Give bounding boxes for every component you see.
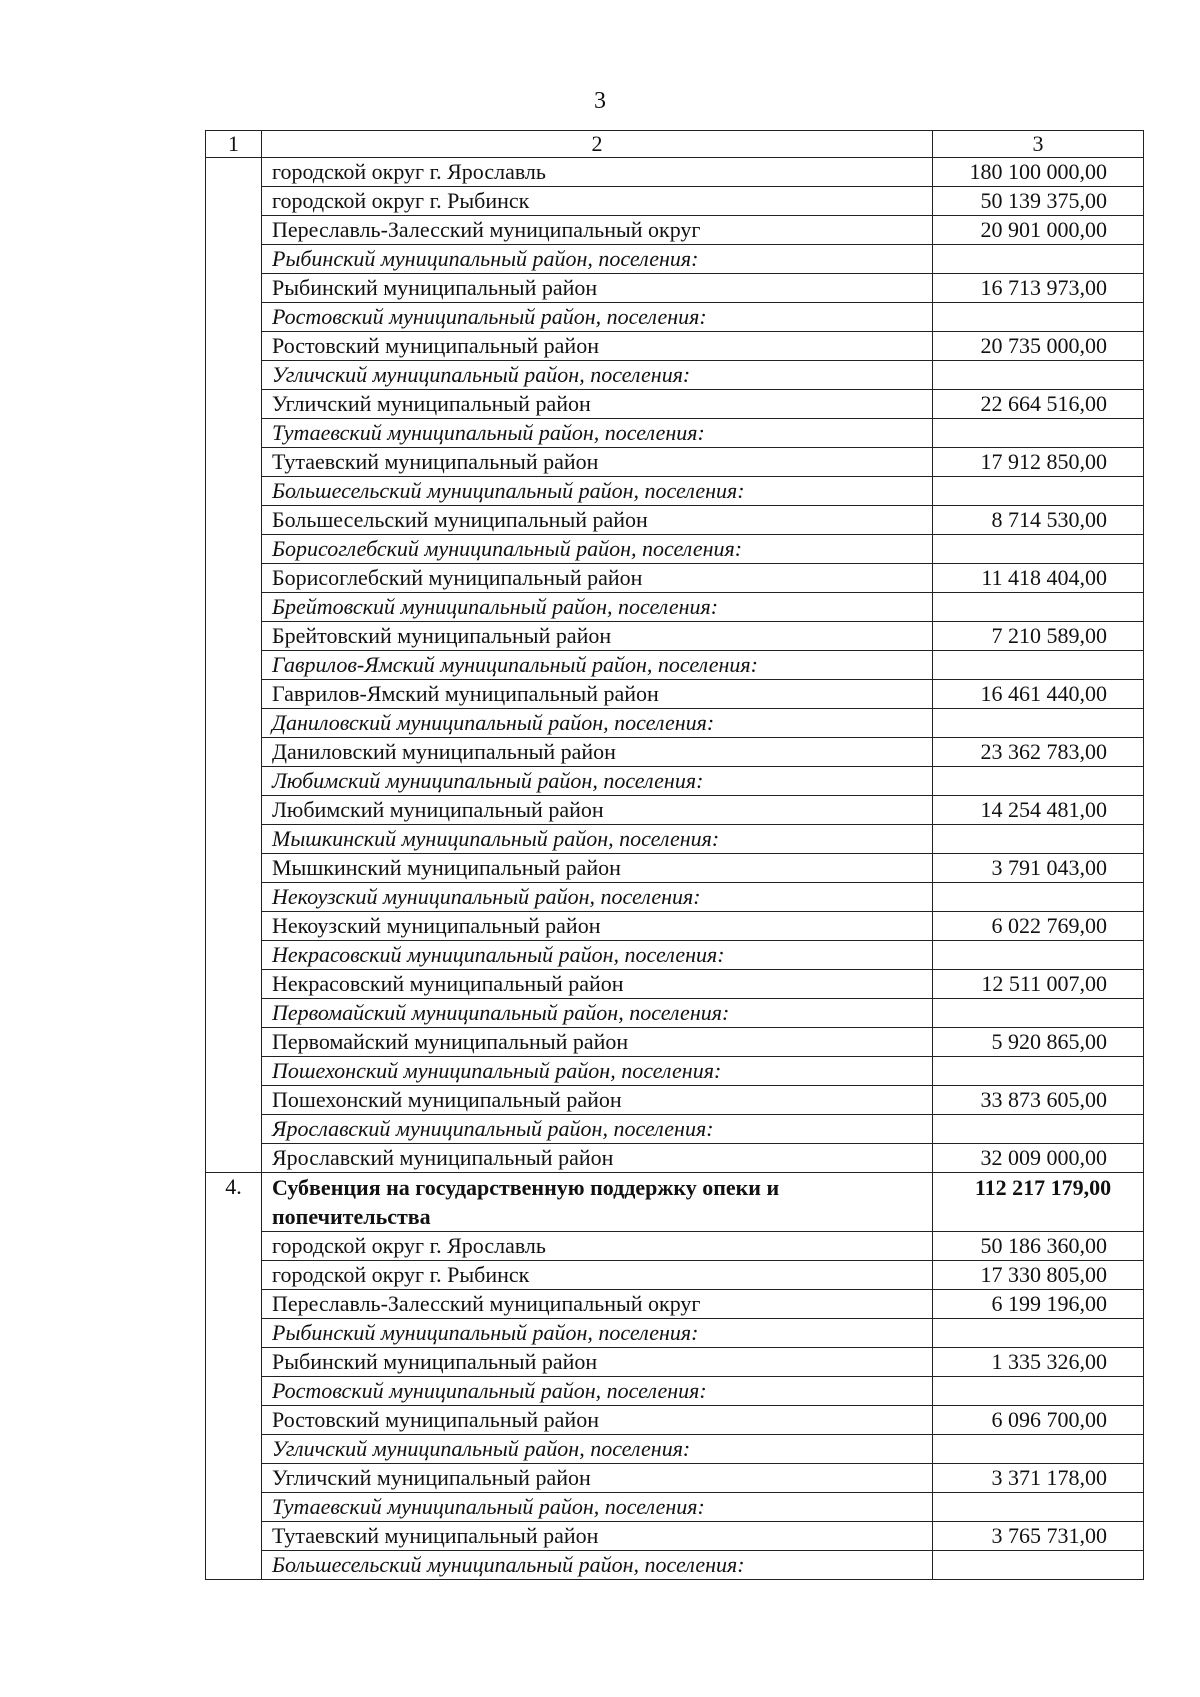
table-row bbox=[206, 622, 1144, 651]
row-index-cell bbox=[206, 593, 262, 622]
district-group-label: Угличский муниципальный район, поселения: bbox=[262, 1435, 933, 1464]
row-index-cell bbox=[206, 245, 262, 274]
amount-cell: 20 735 000,00 bbox=[933, 332, 1144, 361]
amount-cell bbox=[933, 1319, 1144, 1348]
district-group-label: Ростовский муниципальный район, поселения: bbox=[262, 1377, 933, 1406]
row-index-cell bbox=[206, 680, 262, 709]
table-row bbox=[206, 912, 1144, 941]
amount-cell bbox=[933, 361, 1144, 390]
row-index-cell bbox=[206, 332, 262, 361]
table-row bbox=[206, 970, 1144, 999]
page-number: 3 bbox=[594, 88, 606, 114]
table-row bbox=[206, 1086, 1144, 1115]
district-group-label: Некоузский муниципальный район, поселения: bbox=[262, 883, 933, 912]
row-index-cell bbox=[206, 796, 262, 825]
row-index-cell bbox=[206, 1232, 262, 1261]
table-row bbox=[206, 1319, 1144, 1348]
municipality-name: городской округ г. Рыбинск bbox=[262, 187, 933, 216]
row-index-cell bbox=[206, 1057, 262, 1086]
row-index-cell bbox=[206, 506, 262, 535]
row-index-cell bbox=[206, 1115, 262, 1144]
amount-cell bbox=[933, 303, 1144, 332]
municipality-name: Рыбинский муниципальный район bbox=[262, 1348, 933, 1377]
row-index-cell bbox=[206, 941, 262, 970]
row-index-cell bbox=[206, 709, 262, 738]
municipality-name: Некрасовский муниципальный район bbox=[262, 970, 933, 999]
amount-cell bbox=[933, 245, 1144, 274]
amount-cell bbox=[933, 1057, 1144, 1086]
table-row bbox=[206, 1406, 1144, 1435]
amount-cell: 7 210 589,00 bbox=[933, 622, 1144, 651]
amount-cell: 50 139 375,00 bbox=[933, 187, 1144, 216]
table-row bbox=[206, 361, 1144, 390]
table-row bbox=[206, 477, 1144, 506]
municipality-name: Переславль-Залесский муниципальный округ bbox=[262, 1290, 933, 1319]
row-index-cell bbox=[206, 158, 262, 187]
amount-cell: 50 186 360,00 bbox=[933, 1232, 1144, 1261]
budget-table bbox=[205, 130, 1144, 1580]
table-row bbox=[206, 738, 1144, 767]
row-index-cell bbox=[206, 854, 262, 883]
district-group-label: Ростовский муниципальный район, поселения: bbox=[262, 303, 933, 332]
amount-cell: 6 199 196,00 bbox=[933, 1290, 1144, 1319]
row-index-cell bbox=[206, 303, 262, 332]
municipality-name: Тутаевский муниципальный район bbox=[262, 1522, 933, 1551]
district-group-label: Даниловский муниципальный район, поселения: bbox=[262, 709, 933, 738]
amount-cell: 20 901 000,00 bbox=[933, 216, 1144, 245]
row-index-cell bbox=[206, 622, 262, 651]
district-group-label: Тутаевский муниципальный район, поселения: bbox=[262, 1493, 933, 1522]
amount-cell: 6 022 769,00 bbox=[933, 912, 1144, 941]
table-row bbox=[206, 883, 1144, 912]
district-group-label: Гаврилов-Ямский муниципальный район, поселения: bbox=[262, 651, 933, 680]
row-index-cell bbox=[206, 1028, 262, 1057]
municipality-name: Гаврилов-Ямский муниципальный район bbox=[262, 680, 933, 709]
row-index-cell bbox=[206, 361, 262, 390]
district-group-label: Брейтовский муниципальный район, поселения: bbox=[262, 593, 933, 622]
table-row bbox=[206, 796, 1144, 825]
table-row bbox=[206, 999, 1144, 1028]
row-index-cell bbox=[206, 564, 262, 593]
amount-cell bbox=[933, 419, 1144, 448]
municipality-name: Пошехонский муниципальный район bbox=[262, 1086, 933, 1115]
amount-cell bbox=[933, 593, 1144, 622]
amount-cell bbox=[933, 477, 1144, 506]
municipality-name: Большесельский муниципальный район bbox=[262, 506, 933, 535]
municipality-name: Первомайский муниципальный район bbox=[262, 1028, 933, 1057]
table-row bbox=[206, 303, 1144, 332]
table-row bbox=[206, 593, 1144, 622]
amount-cell: 23 362 783,00 bbox=[933, 738, 1144, 767]
amount-cell: 3 765 731,00 bbox=[933, 1522, 1144, 1551]
municipality-name: Переславль-Залесский муниципальный округ bbox=[262, 216, 933, 245]
table-body bbox=[206, 158, 1144, 1580]
district-group-label: Большесельский муниципальный район, поселения: bbox=[262, 477, 933, 506]
amount-cell: 17 912 850,00 bbox=[933, 448, 1144, 477]
municipality-name: Угличский муниципальный район bbox=[262, 390, 933, 419]
table-row bbox=[206, 1522, 1144, 1551]
table-row bbox=[206, 709, 1144, 738]
amount-cell: 17 330 805,00 bbox=[933, 1261, 1144, 1290]
table-row bbox=[206, 825, 1144, 854]
amount-cell bbox=[933, 825, 1144, 854]
district-group-label: Рыбинский муниципальный район, поселения: bbox=[262, 1319, 933, 1348]
municipality-name: Некоузский муниципальный район bbox=[262, 912, 933, 941]
row-index-cell bbox=[206, 1086, 262, 1115]
district-group-label: Рыбинский муниципальный район, поселения: bbox=[262, 245, 933, 274]
amount-cell bbox=[933, 999, 1144, 1028]
table-row bbox=[206, 187, 1144, 216]
amount-cell bbox=[933, 535, 1144, 564]
row-index-cell bbox=[206, 216, 262, 245]
district-group-label: Ярославский муниципальный район, поселения: bbox=[262, 1115, 933, 1144]
table-row bbox=[206, 1290, 1144, 1319]
header-col-1: 1 bbox=[206, 131, 262, 158]
amount-cell bbox=[933, 1493, 1144, 1522]
amount-cell: 112 217 179,00 bbox=[933, 1173, 1144, 1232]
table-row bbox=[206, 1232, 1144, 1261]
table-row bbox=[206, 1057, 1144, 1086]
table-row bbox=[206, 1551, 1144, 1580]
row-index-cell bbox=[206, 999, 262, 1028]
table-row bbox=[206, 1028, 1144, 1057]
table-row bbox=[206, 854, 1144, 883]
amount-cell: 1 335 326,00 bbox=[933, 1348, 1144, 1377]
table-row bbox=[206, 1493, 1144, 1522]
amount-cell bbox=[933, 1551, 1144, 1580]
row-index-cell bbox=[206, 1290, 262, 1319]
row-index-cell bbox=[206, 1377, 262, 1406]
amount-cell bbox=[933, 651, 1144, 680]
amount-cell bbox=[933, 1115, 1144, 1144]
row-index-cell bbox=[206, 738, 262, 767]
row-index-cell bbox=[206, 651, 262, 680]
amount-cell: 5 920 865,00 bbox=[933, 1028, 1144, 1057]
row-index-cell bbox=[206, 883, 262, 912]
table-row bbox=[206, 419, 1144, 448]
row-index-cell bbox=[206, 1406, 262, 1435]
row-index-cell bbox=[206, 1464, 262, 1493]
amount-cell: 11 418 404,00 bbox=[933, 564, 1144, 593]
amount-cell: 180 100 000,00 bbox=[933, 158, 1144, 187]
municipality-name: Любимский муниципальный район bbox=[262, 796, 933, 825]
municipality-name: Тутаевский муниципальный район bbox=[262, 448, 933, 477]
district-group-label: Пошехонский муниципальный район, поселения: bbox=[262, 1057, 933, 1086]
header-col-2: 2 bbox=[262, 131, 933, 158]
amount-cell: 32 009 000,00 bbox=[933, 1144, 1144, 1173]
table-row bbox=[206, 1435, 1144, 1464]
table-row bbox=[206, 158, 1144, 187]
table-row bbox=[206, 245, 1144, 274]
row-index-cell bbox=[206, 767, 262, 796]
table-row bbox=[206, 1348, 1144, 1377]
amount-cell bbox=[933, 1377, 1144, 1406]
table-row bbox=[206, 767, 1144, 796]
municipality-name: Даниловский муниципальный район bbox=[262, 738, 933, 767]
amount-cell: 8 714 530,00 bbox=[933, 506, 1144, 535]
row-index-cell bbox=[206, 1522, 262, 1551]
row-index-cell bbox=[206, 825, 262, 854]
header-col-3: 3 bbox=[933, 131, 1144, 158]
municipality-name: Мышкинский муниципальный район bbox=[262, 854, 933, 883]
row-index-cell bbox=[206, 1435, 262, 1464]
district-group-label: Некрасовский муниципальный район, поселения: bbox=[262, 941, 933, 970]
amount-cell: 33 873 605,00 bbox=[933, 1086, 1144, 1115]
row-index-cell bbox=[206, 390, 262, 419]
district-group-label: Любимский муниципальный район, поселения: bbox=[262, 767, 933, 796]
row-index-cell bbox=[206, 448, 262, 477]
table-row bbox=[206, 1261, 1144, 1290]
amount-cell: 12 511 007,00 bbox=[933, 970, 1144, 999]
table-row bbox=[206, 448, 1144, 477]
amount-cell bbox=[933, 941, 1144, 970]
district-group-label: Угличский муниципальный район, поселения: bbox=[262, 361, 933, 390]
district-group-label: Борисоглебский муниципальный район, поселения: bbox=[262, 535, 933, 564]
municipality-name: Угличский муниципальный район bbox=[262, 1464, 933, 1493]
amount-cell: 3 791 043,00 bbox=[933, 854, 1144, 883]
row-index-cell bbox=[206, 419, 262, 448]
section-title: Субвенция на государственную поддержку опеки и попечительства bbox=[262, 1173, 933, 1232]
district-group-label: Первомайский муниципальный район, поселения: bbox=[262, 999, 933, 1028]
row-index-cell bbox=[206, 274, 262, 303]
amount-cell bbox=[933, 709, 1144, 738]
municipality-name: Рыбинский муниципальный район bbox=[262, 274, 933, 303]
row-index-cell bbox=[206, 1348, 262, 1377]
table-row bbox=[206, 332, 1144, 361]
row-index-cell: 4. bbox=[206, 1173, 262, 1232]
table-row bbox=[206, 680, 1144, 709]
amount-cell: 16 713 973,00 bbox=[933, 274, 1144, 303]
table-row bbox=[206, 941, 1144, 970]
row-index-cell bbox=[206, 1144, 262, 1173]
amount-cell bbox=[933, 767, 1144, 796]
amount-cell: 6 096 700,00 bbox=[933, 1406, 1144, 1435]
table-row bbox=[206, 1115, 1144, 1144]
district-group-label: Большесельский муниципальный район, поселения: bbox=[262, 1551, 933, 1580]
table-header-row bbox=[206, 131, 1144, 158]
municipality-name: Брейтовский муниципальный район bbox=[262, 622, 933, 651]
municipality-name: Ярославский муниципальный район bbox=[262, 1144, 933, 1173]
row-index-cell bbox=[206, 477, 262, 506]
table-row bbox=[206, 651, 1144, 680]
table-row bbox=[206, 506, 1144, 535]
district-group-label: Мышкинский муниципальный район, поселения: bbox=[262, 825, 933, 854]
row-index-cell bbox=[206, 1551, 262, 1580]
amount-cell: 22 664 516,00 bbox=[933, 390, 1144, 419]
table-row bbox=[206, 1464, 1144, 1493]
amount-cell bbox=[933, 1435, 1144, 1464]
row-index-cell bbox=[206, 1493, 262, 1522]
table-row bbox=[206, 390, 1144, 419]
amount-cell: 3 371 178,00 bbox=[933, 1464, 1144, 1493]
row-index-cell bbox=[206, 970, 262, 999]
municipality-name: Ростовский муниципальный район bbox=[262, 332, 933, 361]
amount-cell: 14 254 481,00 bbox=[933, 796, 1144, 825]
municipality-name: Борисоглебский муниципальный район bbox=[262, 564, 933, 593]
row-index-cell bbox=[206, 912, 262, 941]
table-row bbox=[206, 535, 1144, 564]
municipality-name: городской округ г. Рыбинск bbox=[262, 1261, 933, 1290]
amount-cell: 16 461 440,00 bbox=[933, 680, 1144, 709]
table-row bbox=[206, 274, 1144, 303]
district-group-label: Тутаевский муниципальный район, поселения: bbox=[262, 419, 933, 448]
row-index-cell bbox=[206, 187, 262, 216]
row-index-cell bbox=[206, 535, 262, 564]
table-row bbox=[206, 564, 1144, 593]
row-index-cell bbox=[206, 1319, 262, 1348]
table-row bbox=[206, 216, 1144, 245]
municipality-name: городской округ г. Ярославль bbox=[262, 158, 933, 187]
table-row bbox=[206, 1173, 1144, 1232]
table-row bbox=[206, 1144, 1144, 1173]
table-row bbox=[206, 1377, 1144, 1406]
amount-cell bbox=[933, 883, 1144, 912]
municipality-name: Ростовский муниципальный район bbox=[262, 1406, 933, 1435]
row-index-cell bbox=[206, 1261, 262, 1290]
municipality-name: городской округ г. Ярославль bbox=[262, 1232, 933, 1261]
